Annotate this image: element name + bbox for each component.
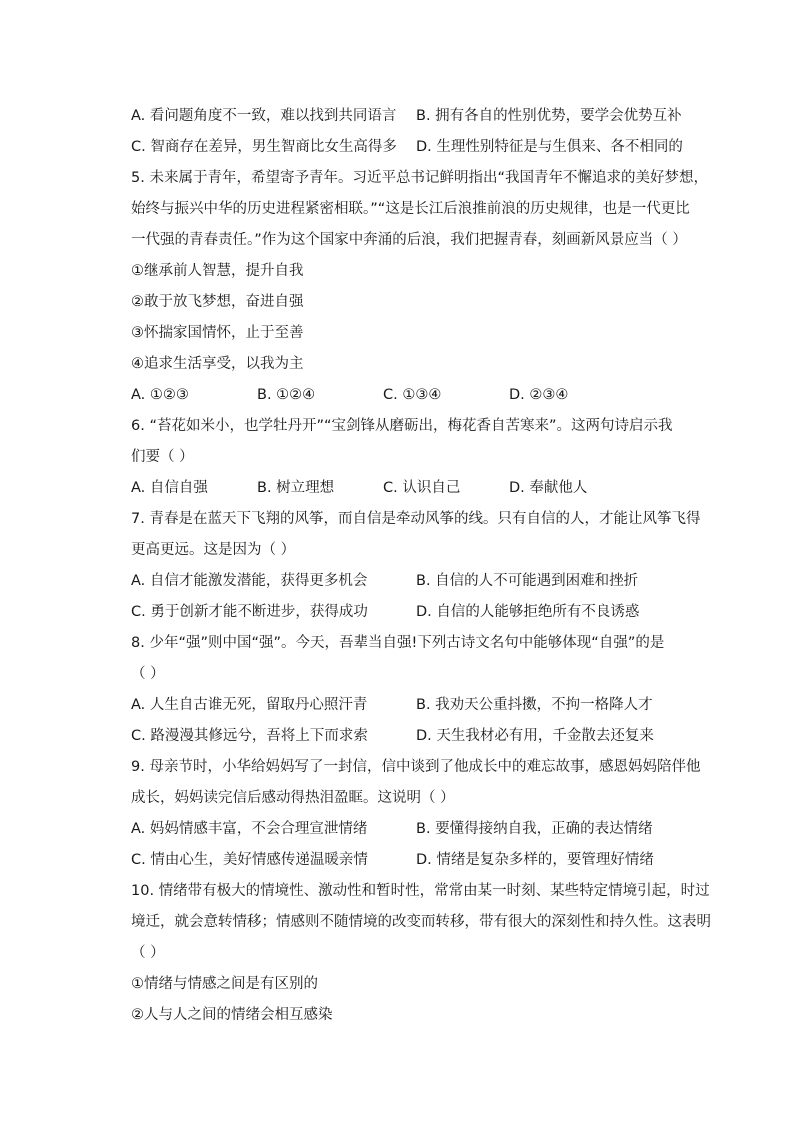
answer-option: B. 我劝天公重抖擞，不拘一格降人才 xyxy=(416,697,653,713)
option-row xyxy=(131,132,701,163)
text-line: ②敢于放飞梦想，奋进自强 xyxy=(131,294,304,310)
option-row xyxy=(131,721,701,752)
answer-option: A. 自信才能激发潜能，获得更多机会 xyxy=(131,573,368,589)
option-row xyxy=(131,814,701,845)
option-row xyxy=(131,597,701,628)
text-line: （ ） xyxy=(131,945,165,961)
answer-option: C. 勇于创新才能不断进步，获得成功 xyxy=(131,604,368,620)
text-line: ①继承前人智慧，提升自我 xyxy=(131,263,304,279)
text-line: ③怀揣家国情怀，止于至善 xyxy=(131,325,304,341)
answer-option: B. 树立理想 xyxy=(257,480,335,496)
text-line: 一代强的青春责任。”作为这个国家中奔涌的后浪，我们把握青春，刻画新风景应当（ ） xyxy=(131,232,687,248)
answer-option: B. 要懂得接纳自我，正确的表达情绪 xyxy=(416,821,653,837)
answer-option: C. ①③④ xyxy=(383,387,442,403)
text-line: 7. 青春是在蓝天下飞翔的风筝，而自信是牵动风筝的线。只有自信的人，才能让风筝飞得 xyxy=(131,511,701,527)
answer-option: A. ①②③ xyxy=(131,387,189,403)
text-line: 9. 母亲节时，小华给妈妈写了一封信，信中谈到了他成长中的难忘故事，感恩妈妈陪伴他 xyxy=(131,759,701,775)
option-row xyxy=(131,566,701,597)
answer-option: C. 认识自己 xyxy=(383,480,461,496)
answer-option: D. 生理性别特征是与生俱来、各不相同的 xyxy=(416,139,683,155)
answer-option: C. 智商存在差异，男生智商比女生高得多 xyxy=(131,139,397,155)
answer-option: D. 奉献他人 xyxy=(509,480,588,496)
text-line: 成长，妈妈读完信后感动得热泪盈眶。这说明（ ） xyxy=(131,790,455,806)
text-line: 8. 少年“强”则中国“强”。今天，吾辈当自强!下列古诗文名句中能够体现“自强”的是 xyxy=(131,635,665,651)
answer-option: B. 自信的人不可能遇到困难和挫折 xyxy=(416,573,639,589)
text-line: 们要（ ） xyxy=(131,449,194,465)
text-line: 10. 情绪带有极大的情境性、激动性和暂时性，常常由某一时刻、某些特定情境引起，时过 xyxy=(131,883,710,899)
option-row xyxy=(131,690,701,721)
option-row xyxy=(131,473,701,504)
question-content xyxy=(131,101,711,1031)
text-line: （ ） xyxy=(131,666,165,682)
text-line: ④追求生活享受，以我为主 xyxy=(131,356,304,372)
text-line: 始终与振兴中华的历史进程紧密相联。”“这是长江后浪推前浪的历史规律，也是一代更比 xyxy=(131,201,690,217)
text-line: 5. 未来属于青年，希望寄予青年。习近平总书记鲜明指出“我国青年不懈追求的美好梦想， xyxy=(131,170,708,186)
answer-option: B. ①②④ xyxy=(257,387,316,403)
text-line: 6. “苔花如米小，也学牡丹开”“宝剑锋从磨砺出，梅花香自苦寒来”。这两句诗启示我 xyxy=(131,418,673,434)
answer-option: D. 自信的人能够拒绝所有不良诱惑 xyxy=(416,604,640,620)
answer-option: A. 妈妈情感丰富，不会合理宣泄情绪 xyxy=(131,821,368,837)
text-line: 境迁，就会意转情移；情感则不随情境的改变而转移，带有很大的深刻性和持久性。这表明 xyxy=(131,914,711,930)
answer-option: A. 自信自强 xyxy=(131,480,208,496)
answer-option: C. 情由心生，美好情感传递温暖亲情 xyxy=(131,852,368,868)
answer-option: D. 天生我材必有用，千金散去还复来 xyxy=(416,728,654,744)
answer-option: D. 情绪是复杂多样的，要管理好情绪 xyxy=(416,852,654,868)
option-row xyxy=(131,845,701,876)
option-row xyxy=(131,101,701,132)
answer-option: A. 看问题角度不一致，难以找到共同语言 xyxy=(131,108,397,124)
answer-option: C. 路漫漫其修远兮，吾将上下而求索 xyxy=(131,728,368,744)
answer-option: B. 拥有各自的性别优势，要学会优势互补 xyxy=(416,108,682,124)
text-line: 更高更远。这是因为（ ） xyxy=(131,542,296,558)
text-line: ②人与人之间的情绪会相互感染 xyxy=(131,1007,333,1023)
text-line: ①情绪与情感之间是有区别的 xyxy=(131,976,318,992)
answer-option: D. ②③④ xyxy=(509,387,569,403)
answer-option: A. 人生自古谁无死，留取丹心照汗青 xyxy=(131,697,368,713)
option-row xyxy=(131,380,701,411)
